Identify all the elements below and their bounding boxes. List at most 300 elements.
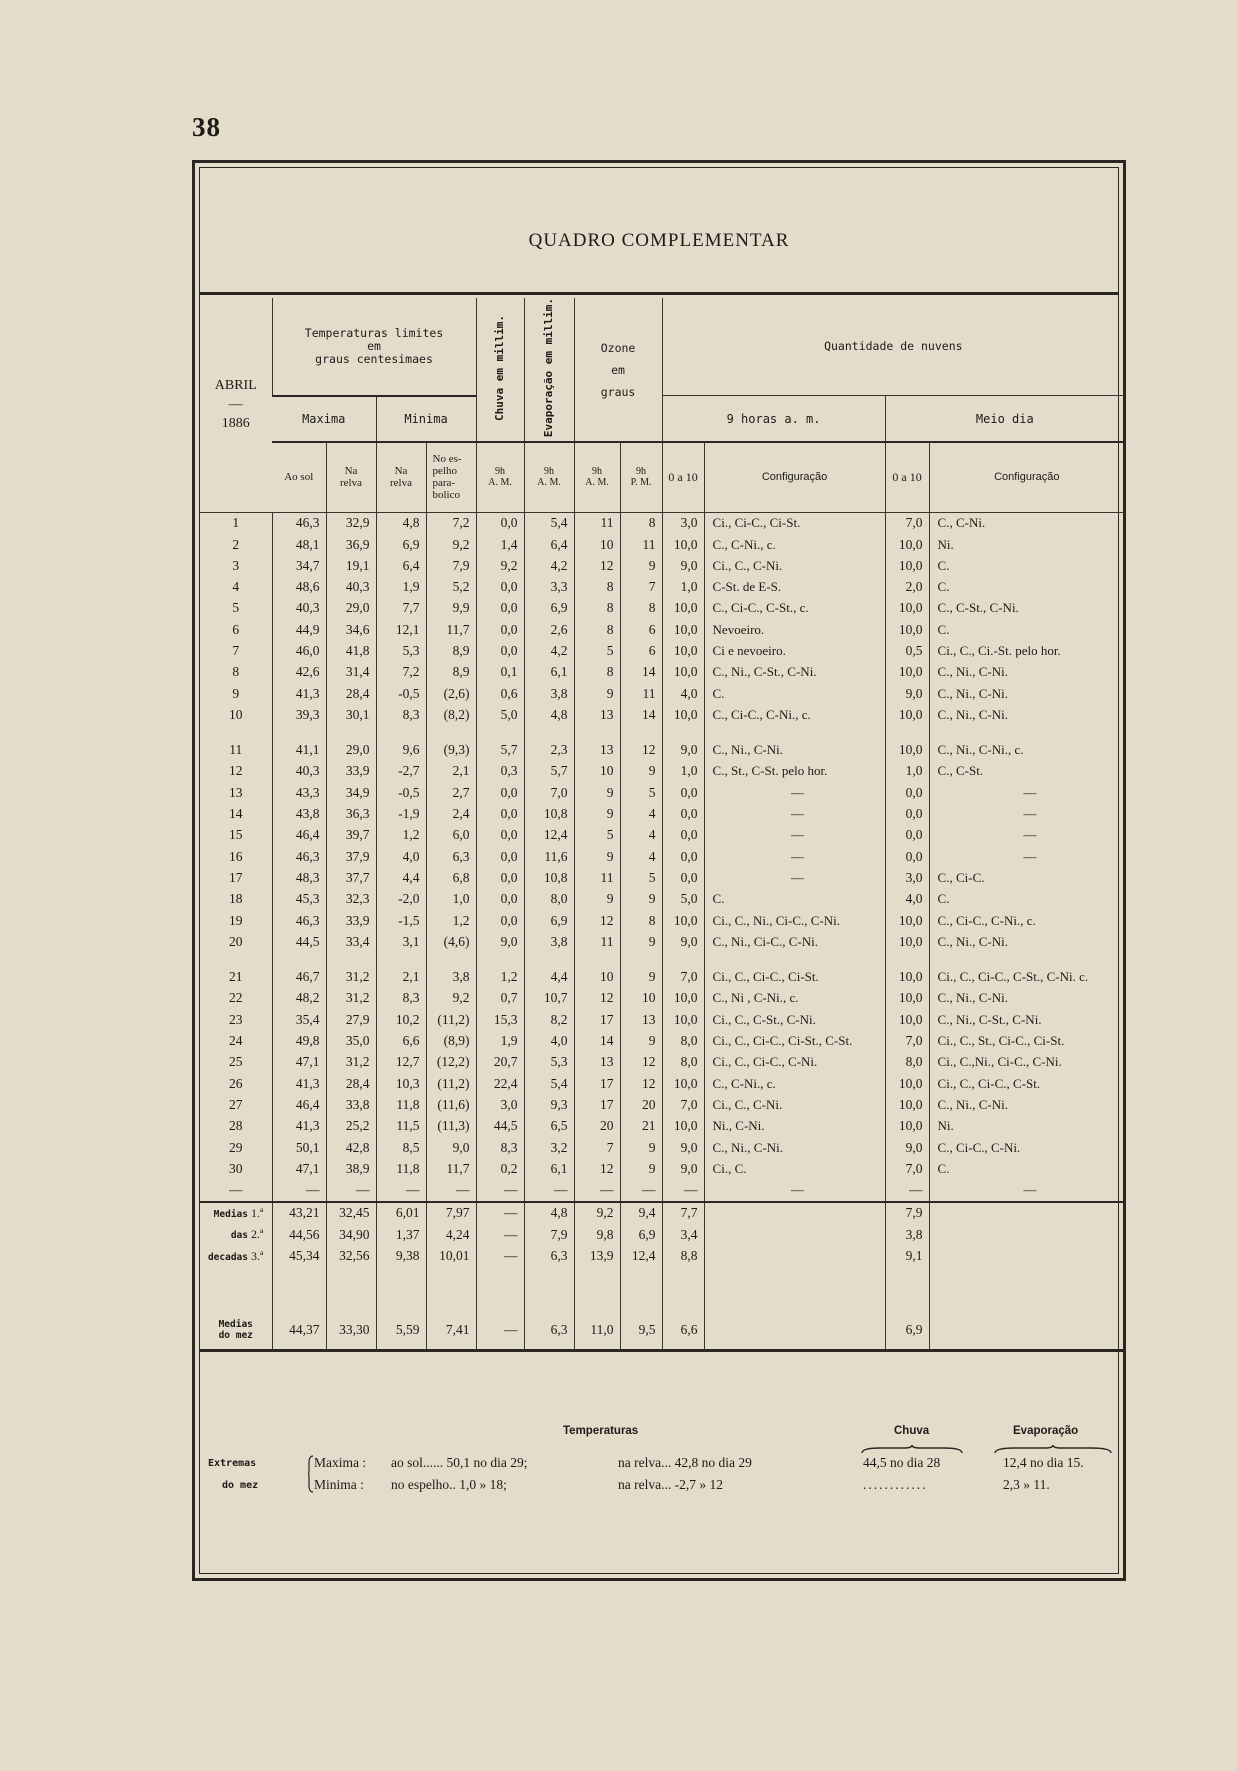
espelho-cell: 4,24	[426, 1224, 476, 1245]
ozone-am-cell: 14	[574, 1030, 620, 1051]
spacer-cell	[476, 1267, 524, 1311]
clouds-9am-cell: 9,0	[662, 555, 704, 576]
ao-sol-cell: 49,8	[272, 1030, 326, 1051]
clouds-9am-mean-cell: 6,6	[662, 1311, 704, 1351]
na-relva-min-cell: 8,3	[376, 988, 426, 1009]
espelho-header	[426, 442, 476, 512]
day-cell: 28	[229, 1118, 243, 1134]
spacer-cell	[620, 1267, 662, 1311]
na-relva-max-cell: 31,4	[326, 662, 376, 683]
clouds-9am-cell: 3,4	[662, 1224, 704, 1245]
chuva-cell: 0,0	[476, 598, 524, 619]
config-9am-cell: —	[704, 825, 885, 846]
ao-sol-cell: 48,2	[272, 988, 326, 1009]
min-na-relva: na relva... -2,7 » 12	[618, 1477, 723, 1492]
ozone-am-cell: —	[574, 1179, 620, 1201]
day-cell: 27	[229, 1096, 243, 1112]
espelho-cell: (4,6)	[426, 931, 476, 952]
evaporacao-cell: 5,7	[524, 761, 574, 782]
ao-sol-cell: 46,0	[272, 640, 326, 661]
chuva-ampm: A. M.	[488, 477, 512, 489]
config-midday-cell: C.	[929, 1158, 1124, 1179]
day-row	[200, 619, 1124, 640]
mean-spacer	[200, 1267, 1124, 1311]
day-cell: 26	[229, 1075, 243, 1091]
ozone-am-cell: 9,2	[574, 1202, 620, 1224]
config-midday-cell: Ci., C., Ci-C., C-St.	[929, 1073, 1124, 1094]
na-relva-max-cell: 29,0	[326, 598, 376, 619]
na-relva-min-cell: 1,37	[376, 1224, 426, 1245]
chuva-cell: 0,6	[476, 683, 524, 704]
clouds-9am-cell: 10,0	[662, 662, 704, 683]
config-midday-cell: C., Ni., C-St., C-Ni.	[929, 1009, 1124, 1030]
espelho-cell: (11,3)	[426, 1116, 476, 1137]
ozone-pm-cell: 13	[620, 1009, 662, 1030]
midday-header: Meio dia	[885, 396, 1124, 442]
day-cell: 10	[229, 706, 243, 722]
na-relva-min-line2: relva	[390, 477, 412, 490]
evaporacao-cell: 11,6	[524, 846, 574, 867]
clouds-midday-cell: 10,0	[885, 1009, 929, 1030]
evaporacao-cell: 10,8	[524, 867, 574, 888]
config-9am-cell: C., Ci-C., C-Ni., c.	[704, 704, 885, 725]
na-relva-min-cell: -1,9	[376, 803, 426, 824]
espelho-cell: (8,2)	[426, 704, 476, 725]
min-espelho: no espelho.. 1,0 » 18;	[391, 1477, 507, 1492]
clouds-midday-cell: 10,0	[885, 598, 929, 619]
na-relva-max-cell: 33,9	[326, 910, 376, 931]
clouds-midday-cell: 3,0	[885, 867, 929, 888]
espelho-cell: 9,2	[426, 988, 476, 1009]
evaporacao-cell: 5,3	[524, 1052, 574, 1073]
evaporacao-cell: 10,8	[524, 803, 574, 824]
na-relva-max-cell: 42,8	[326, 1137, 376, 1158]
config-midday-cell: C., Ni., C-Ni.	[929, 931, 1124, 952]
na-relva-max-cell: 25,2	[326, 1116, 376, 1137]
evaporacao-cell: 7,0	[524, 782, 574, 803]
clouds-9am-cell: 8,8	[662, 1245, 704, 1266]
na-relva-min-cell: 10,2	[376, 1009, 426, 1030]
day-row	[200, 534, 1124, 555]
day-cell: 1	[232, 515, 240, 531]
ozone-am-cell: 9	[574, 782, 620, 803]
day-row	[200, 825, 1124, 846]
config-midday-cell: Ci., C.,Ni., Ci-C., C-Ni.	[929, 1052, 1124, 1073]
ozone-am-mean-cell: 11,0	[574, 1311, 620, 1351]
day-cell: 5	[232, 600, 240, 616]
decade-spacer	[200, 726, 1124, 740]
clouds-midday-mean-cell: 6,9	[885, 1311, 929, 1351]
ao-sol-cell: 46,4	[272, 1094, 326, 1115]
config-9am-cell: C., C-Ni., c.	[704, 1073, 885, 1094]
clouds-midday-cell: 3,8	[885, 1224, 929, 1245]
na-relva-max-cell: 32,9	[326, 512, 376, 534]
spacer-cell	[326, 1267, 376, 1311]
ozone-header-line1: Ozone	[600, 340, 636, 355]
period-header	[200, 298, 272, 512]
ao-sol-cell: 45,34	[272, 1245, 326, 1266]
config-midday-cell: C., C-St., C-Ni.	[929, 598, 1124, 619]
espelho-cell: 6,0	[426, 825, 476, 846]
na-relva-max-cell: 31,2	[326, 967, 376, 988]
day-row	[200, 782, 1124, 803]
clouds-9am-cell: 8,0	[662, 1030, 704, 1051]
clouds-9am-cell: 10,0	[662, 1116, 704, 1137]
espelho-cell: 2,1	[426, 761, 476, 782]
chuva-cell: 5,0	[476, 704, 524, 725]
clouds-midday-cell: 10,0	[885, 704, 929, 725]
espelho-cell: (2,6)	[426, 683, 476, 704]
na-relva-max-cell: 19,1	[326, 555, 376, 576]
na-relva-max-cell: 28,4	[326, 1073, 376, 1094]
na-relva-max-cell: 28,4	[326, 683, 376, 704]
ao-sol-cell: 34,7	[272, 555, 326, 576]
na-relva-max-cell: 31,2	[326, 988, 376, 1009]
espelho-cell: 10,01	[426, 1245, 476, 1266]
medias-mez-label	[200, 1311, 272, 1351]
ozone-pm-cell: 12,4	[620, 1245, 662, 1266]
config-midday-cell: C., Ni., C-Ni.	[929, 704, 1124, 725]
medias-mez-line1: Medias	[218, 1318, 253, 1330]
evaporacao-cell: 8,0	[524, 889, 574, 910]
nine-am-header: 9 horas a. m.	[662, 396, 885, 442]
chuva-cell: 0,0	[476, 889, 524, 910]
ozone-am-cell: 13	[574, 704, 620, 725]
na-relva-min-cell: 11,8	[376, 1094, 426, 1115]
ozone-am-cell: 9	[574, 846, 620, 867]
espelho-cell: 2,7	[426, 782, 476, 803]
ozone-am-cell: 9	[574, 683, 620, 704]
config-9am-cell: C-St. de E-S.	[704, 576, 885, 597]
ozone-pm-cell: 11	[620, 683, 662, 704]
config-midday-cell: Ni.	[929, 534, 1124, 555]
day-row	[200, 889, 1124, 910]
ao-sol-cell: 41,3	[272, 1116, 326, 1137]
maxima-row-label: Maxima :	[314, 1455, 367, 1470]
chuva-cell: 3,0	[476, 1094, 524, 1115]
ozone-am-cell: 7	[574, 1137, 620, 1158]
spacer-cell	[662, 1267, 704, 1311]
ao-sol-cell: 42,6	[272, 662, 326, 683]
espelho-cell: 8,9	[426, 640, 476, 661]
clouds-midday-cell: 10,0	[885, 988, 929, 1009]
clouds-midday-cell: 1,0	[885, 761, 929, 782]
chuva-cell: 0,0	[476, 846, 524, 867]
na-relva-max-header	[326, 442, 376, 512]
spacer-cell	[272, 953, 326, 967]
ozone-pm-ampm: P. M.	[630, 477, 652, 489]
extremas-label-line1: Extremas	[208, 1458, 257, 1469]
evaporacao-cell: 6,4	[524, 534, 574, 555]
period-year: 1886	[221, 416, 250, 432]
ao-sol-cell: 46,3	[272, 910, 326, 931]
day-row	[200, 512, 1124, 534]
day-cell: 15	[229, 827, 243, 843]
clouds-9am-cell: 0,0	[662, 803, 704, 824]
spacer-cell	[426, 726, 476, 740]
ozone-pm-cell: 6	[620, 640, 662, 661]
evaporacao-cell: 6,3	[524, 1245, 574, 1266]
na-relva-max-line2: relva	[340, 477, 362, 490]
decade-number: 3.ª	[251, 1248, 264, 1263]
extremes-temperaturas-header: Temperaturas	[563, 1425, 639, 1437]
extremes-evaporacao-header: Evaporação	[1013, 1425, 1079, 1437]
clouds-9am-cell: 10,0	[662, 1009, 704, 1030]
day-row	[200, 1052, 1124, 1073]
ozone-pm-cell: 9	[620, 761, 662, 782]
extremes-section	[200, 1407, 1124, 1527]
na-relva-min-cell: 2,1	[376, 967, 426, 988]
na-relva-min-cell: 9,38	[376, 1245, 426, 1266]
day-row	[200, 931, 1124, 952]
clouds-9am-cell: 10,0	[662, 910, 704, 931]
day-cell: 7	[232, 643, 240, 658]
chuva-cell: 1,9	[476, 1030, 524, 1051]
ozone-pm-cell: 8	[620, 910, 662, 931]
day-row	[200, 988, 1124, 1009]
spacer-cell	[704, 1267, 885, 1311]
clouds-midday-cell: 10,0	[885, 662, 929, 683]
ao-sol-cell: 46,7	[272, 967, 326, 988]
ozone-am-cell: 12	[574, 910, 620, 931]
chuva-mean-cell: —	[476, 1311, 524, 1351]
clouds-9am-cell: 10,0	[662, 534, 704, 555]
config-midday-cell: C., Ni., C-Ni.	[929, 988, 1124, 1009]
spacer-cell	[272, 726, 326, 740]
clouds-midday-cell: 0,0	[885, 782, 929, 803]
spacer-cell	[929, 953, 1124, 967]
na-relva-max-cell: 27,9	[326, 1009, 376, 1030]
ao-sol-cell: 40,3	[272, 598, 326, 619]
spacer-cell	[929, 1267, 1124, 1311]
decade-spacer	[200, 953, 1124, 967]
ozone-am-cell: 12	[574, 988, 620, 1009]
chuva-cell: 0,0	[476, 803, 524, 824]
day-row	[200, 1158, 1124, 1179]
espelho-cell: (11,2)	[426, 1009, 476, 1030]
config-midday-cell: C., Ni., C-Ni.	[929, 1094, 1124, 1115]
spacer-cell	[704, 726, 885, 740]
chuva-cell: 0,0	[476, 576, 524, 597]
na-relva-max-cell: 34,6	[326, 619, 376, 640]
clouds-midday-cell: 10,0	[885, 1073, 929, 1094]
config-9am-cell: —	[704, 803, 885, 824]
ozone-am-cell: 13	[574, 1052, 620, 1073]
chuva-cell: 9,2	[476, 555, 524, 576]
ozone-header-line2: em	[611, 362, 625, 377]
day-cell	[200, 1202, 272, 1224]
clouds-9am-cell: 3,0	[662, 512, 704, 534]
na-relva-min-cell: 10,3	[376, 1073, 426, 1094]
clouds-midday-cell: 7,0	[885, 1158, 929, 1179]
config-midday-cell: C., Ni., C-Ni., c.	[929, 740, 1124, 761]
max-na-relva: na relva... 42,8 no dia 29	[618, 1455, 752, 1470]
day-row	[200, 967, 1124, 988]
evaporacao-cell: 9,3	[524, 1094, 574, 1115]
temperature-header-line3: graus centesimaes	[315, 351, 433, 366]
clouds-9am-cell: 4,0	[662, 683, 704, 704]
temperature-header-line2: em	[367, 338, 381, 353]
evaporacao-cell: 7,9	[524, 1224, 574, 1245]
spacer-cell	[426, 1267, 476, 1311]
clouds-midday-cell: 10,0	[885, 967, 929, 988]
clouds-midday-cell: 10,0	[885, 910, 929, 931]
evap-ampm: A. M.	[537, 477, 561, 489]
clouds-9am-cell: 7,7	[662, 1202, 704, 1224]
clouds-midday-cell: 10,0	[885, 555, 929, 576]
ao-sol-cell: 46,3	[272, 846, 326, 867]
ao-sol-cell: 45,3	[272, 889, 326, 910]
spacer-cell	[326, 726, 376, 740]
chuva-cell: 0,0	[476, 619, 524, 640]
na-relva-min-cell: -1,5	[376, 910, 426, 931]
medias-decadas-label-1: Medias	[213, 1208, 248, 1220]
day-row	[200, 1137, 1124, 1158]
na-relva-min-header	[376, 442, 426, 512]
evaporacao-cell: 4,2	[524, 555, 574, 576]
ozone-pm-cell: 5	[620, 782, 662, 803]
espelho-cell: 2,4	[426, 803, 476, 824]
config-9am-cell	[704, 1202, 885, 1224]
clouds-9am-cell: 7,0	[662, 967, 704, 988]
decade-mean-row	[200, 1224, 1124, 1245]
config-9am-cell: Ci., C., C-St., C-Ni.	[704, 1009, 885, 1030]
chuva-cell: 0,0	[476, 782, 524, 803]
clouds-9am-cell: —	[662, 1179, 704, 1201]
config-9am-cell: C., Ni., C-St., C-Ni.	[704, 662, 885, 683]
clouds-group-header: Quantidade de nuvens	[662, 298, 1124, 396]
evaporacao-cell: 4,2	[524, 640, 574, 661]
config-9am-cell: C.	[704, 683, 885, 704]
spacer-cell	[620, 726, 662, 740]
config-midday-cell: —	[929, 846, 1124, 867]
chuva-cell: 15,3	[476, 1009, 524, 1030]
na-relva-min-cell: 6,6	[376, 1030, 426, 1051]
clouds-midday-cell: 7,0	[885, 512, 929, 534]
espelho-cell: 7,9	[426, 555, 476, 576]
day-row	[200, 846, 1124, 867]
evaporacao-cell: 12,4	[524, 825, 574, 846]
clouds-9am-cell: 0,0	[662, 846, 704, 867]
chuva-cell: 0,3	[476, 761, 524, 782]
meteorological-table	[200, 298, 1124, 1350]
evaporacao-cell: 4,0	[524, 1030, 574, 1051]
espelho-line3: para-	[432, 477, 456, 490]
evaporacao-mean-cell: 6,3	[524, 1311, 574, 1351]
espelho-line4: bolico	[432, 489, 460, 502]
na-relva-min-cell: 11,8	[376, 1158, 426, 1179]
day-row	[200, 1009, 1124, 1030]
ao-sol-cell: 43,21	[272, 1202, 326, 1224]
day-row	[200, 1116, 1124, 1137]
clouds-9am-cell: 5,0	[662, 889, 704, 910]
ozone-pm-cell: 14	[620, 704, 662, 725]
ozone-am-cell: 5	[574, 640, 620, 661]
scale-midday-header: 0 a 10	[885, 442, 929, 512]
spacer-cell	[376, 726, 426, 740]
clouds-9am-cell: 0,0	[662, 782, 704, 803]
table-title: QUADRO COMPLEMENTAR	[528, 230, 790, 251]
na-relva-max-cell: 33,4	[326, 931, 376, 952]
day-cell: 12	[229, 763, 243, 779]
ozone-pm-cell: 12	[620, 1052, 662, 1073]
day-cell: 19	[229, 912, 243, 928]
day-cell: 16	[229, 848, 243, 864]
evaporacao-cell: 3,3	[524, 576, 574, 597]
ozone-pm-cell: 9	[620, 1137, 662, 1158]
clouds-9am-cell: 9,0	[662, 1158, 704, 1179]
config-midday-cell: Ci., C., St., Ci-C., Ci-St.	[929, 1030, 1124, 1051]
evaporacao-cell: 6,9	[524, 598, 574, 619]
ozone-am-cell: 17	[574, 1094, 620, 1115]
day-row	[200, 740, 1124, 761]
day-cell: 9	[232, 685, 240, 701]
ozone-pm-cell: 20	[620, 1094, 662, 1115]
day-cell: 18	[229, 891, 243, 907]
day-row	[200, 683, 1124, 704]
ozone-pm-cell: 9	[620, 555, 662, 576]
config-9am-cell: Ci e nevoeiro.	[704, 640, 885, 661]
day-row	[200, 576, 1124, 597]
chuva-cell: 22,4	[476, 1073, 524, 1094]
chuva-time-header	[476, 442, 524, 512]
config-9am-cell: C., Ni., Ci-C., C-Ni.	[704, 931, 885, 952]
na-relva-min-cell: 7,7	[376, 598, 426, 619]
spacer-cell	[200, 953, 272, 967]
evaporacao-cell: 6,1	[524, 662, 574, 683]
na-relva-max-cell: 30,1	[326, 704, 376, 725]
espelho-cell: (9,3)	[426, 740, 476, 761]
chuva-cell: 0,0	[476, 640, 524, 661]
espelho-cell: 9,2	[426, 534, 476, 555]
na-relva-min-cell: —	[376, 1179, 426, 1201]
na-relva-min-cell: 8,3	[376, 704, 426, 725]
evaporacao-header	[524, 298, 574, 442]
na-relva-min-cell: 6,4	[376, 555, 426, 576]
evaporacao-cell: 3,8	[524, 683, 574, 704]
config-9am-cell: C., C-Ni., c.	[704, 534, 885, 555]
extremas-label-line2: do mez	[222, 1480, 259, 1491]
ozone-pm-cell: 4	[620, 825, 662, 846]
chuva-cell: 20,7	[476, 1052, 524, 1073]
day-cell: 21	[229, 969, 243, 985]
config-midday-cell: C.	[929, 889, 1124, 910]
config-9am-cell: Ci., C., C-Ni.	[704, 1094, 885, 1115]
day-row	[200, 1030, 1124, 1051]
evaporacao-cell: 5,4	[524, 512, 574, 534]
config-9am-cell: Ci., Ci-C., Ci-St.	[704, 512, 885, 534]
evaporacao-cell: —	[524, 1179, 574, 1201]
na-relva-max-cell: 39,7	[326, 825, 376, 846]
ozone-pm-cell: 9	[620, 889, 662, 910]
na-relva-max-cell: 34,9	[326, 782, 376, 803]
na-relva-min-cell: 12,7	[376, 1052, 426, 1073]
clouds-midday-cell: 9,0	[885, 1137, 929, 1158]
ozone-am-cell: 9,8	[574, 1224, 620, 1245]
temperature-group-header	[272, 298, 476, 396]
clouds-midday-cell: 4,0	[885, 889, 929, 910]
chuva-cell: 9,0	[476, 931, 524, 952]
ozone-am-header	[574, 442, 620, 512]
espelho-cell: 3,8	[426, 967, 476, 988]
ozone-am-cell: 11	[574, 512, 620, 534]
ozone-am-cell: 8	[574, 598, 620, 619]
config-midday-cell: C.	[929, 576, 1124, 597]
day-cell: 23	[229, 1011, 243, 1027]
spacer-cell	[326, 953, 376, 967]
chuva-cell: 0,0	[476, 867, 524, 888]
medias-decadas-label-2: das	[230, 1230, 248, 1242]
